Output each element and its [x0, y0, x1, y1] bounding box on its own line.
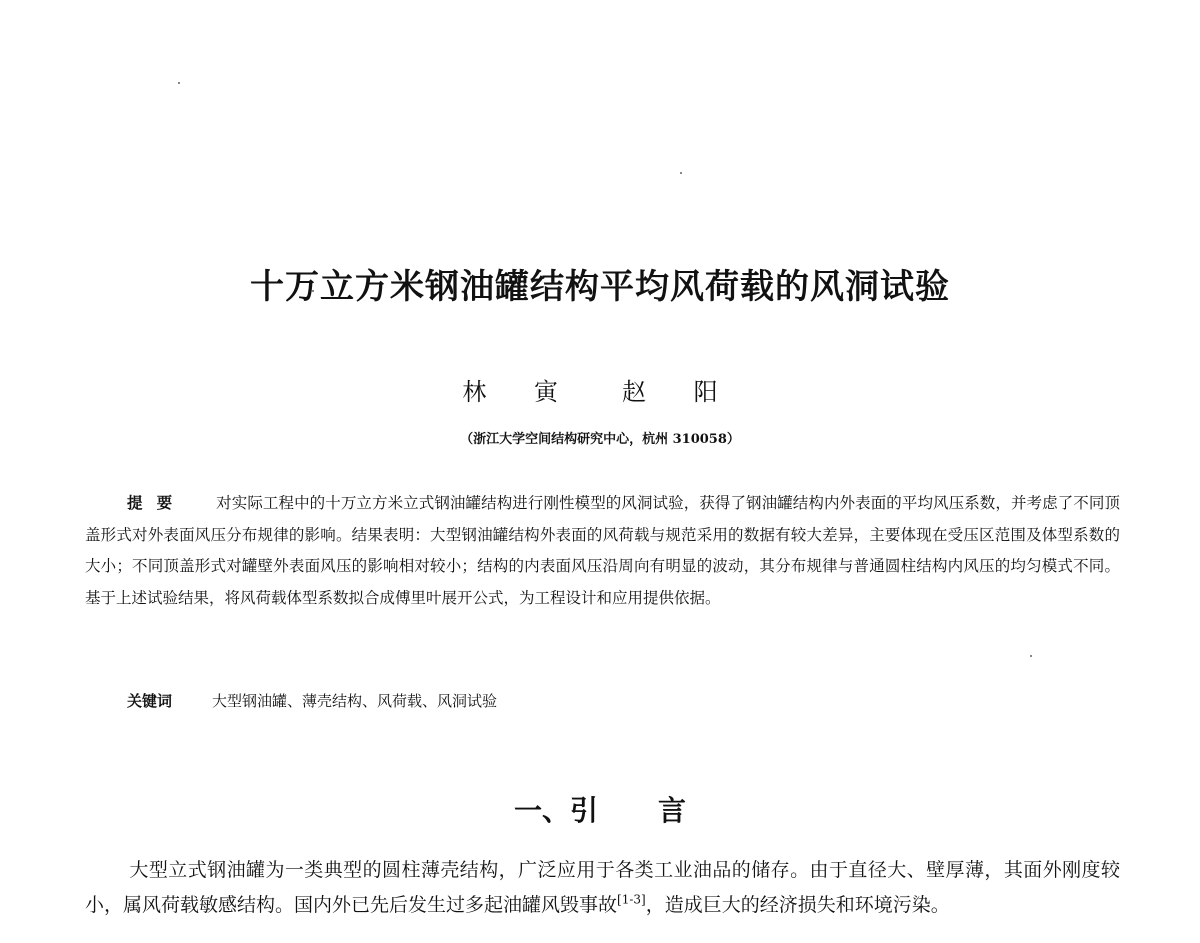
keywords-label: 关键词: [127, 692, 173, 710]
citation-ref: [1-3]: [617, 892, 646, 907]
scan-speck: [1030, 655, 1032, 657]
body-text-cont: ，造成巨大的经济损失和环境污染。: [645, 894, 950, 916]
section-heading: [0, 789, 1200, 829]
keywords: [127, 690, 497, 711]
abstract-text: 对实际工程中的十万立方米立式钢油罐结构进行刚性模型的风洞试验，获得了钢油罐结构内外表面的平均风压系数，并考虑了不同顶盖形式对外表面风压分布规律的影响。结果表明：大型钢油罐结构外表面的风荷载与规范采用的数据有较大差异，主要体现在受压区范围及体型系数的大小；不同顶盖形式对罐壁外表面风压的影响相对较小；结构的内表面风压沿周向有明显的波动，其分布规律与普通圆柱结构内风压的均匀模式不同。基于上述试验结果，将风荷载体型系数拟合成傅里叶展开公式，为工程设计和应用提供依据。: [85, 494, 1120, 607]
section-number: 一、引: [513, 794, 598, 828]
body-text: 大型立式钢油罐为一类典型的圆柱薄壳结构，广泛应用于各类工业油品的储存。由于直径大、壁厚薄，其面外刚度较小，属风荷载敏感结构。国内外已先后发生过多起油罐风毁事故: [85, 859, 1120, 916]
body-paragraph: [85, 853, 1120, 923]
affiliation: （浙江大学空间结构研究中心，杭州 310058）: [460, 432, 740, 447]
author-name: 赵 阳: [622, 378, 738, 406]
section-title: 言: [658, 794, 687, 828]
keywords-text: 大型钢油罐、薄壳结构、风荷载、风洞试验: [212, 692, 498, 710]
paper-title: 十万立方米钢油罐结构平均风荷载的风洞试验: [250, 266, 950, 307]
abstract: [85, 488, 1120, 614]
author-list: [0, 372, 1200, 407]
abstract-label: 提要: [127, 494, 187, 512]
author-name: 林 寅: [462, 378, 578, 406]
scan-speck: [680, 172, 682, 174]
scan-speck: [178, 82, 180, 84]
